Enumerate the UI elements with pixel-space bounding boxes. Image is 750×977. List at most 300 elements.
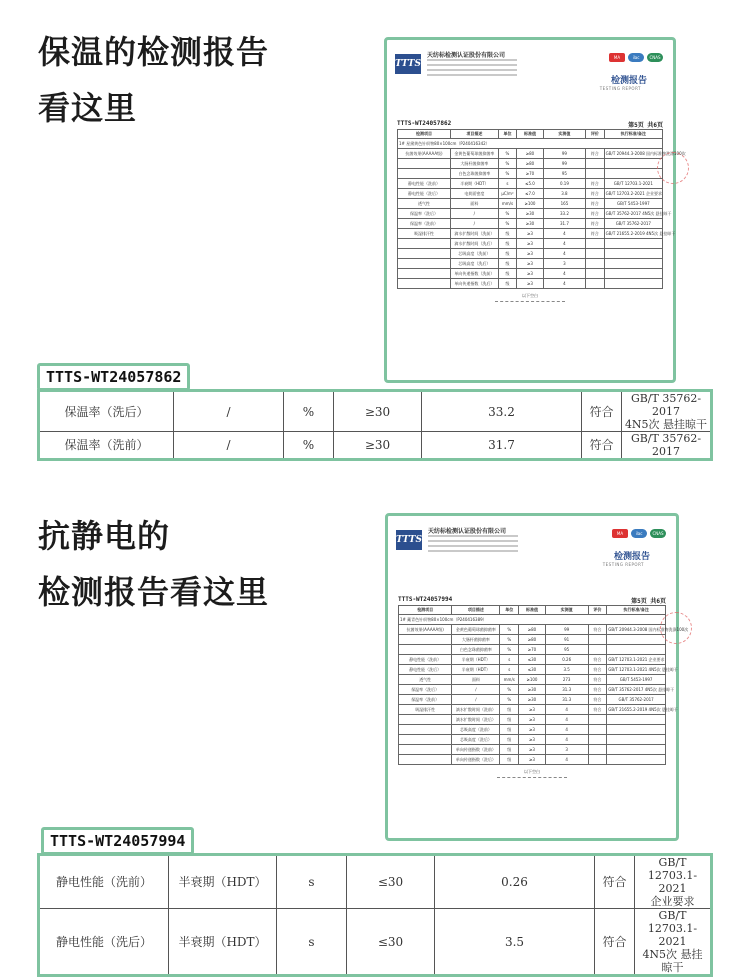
section-thermal	[0, 0, 750, 460]
report-cell: 白色念珠菌抑菌率	[452, 645, 500, 655]
report-row	[399, 705, 666, 715]
report-cell: 级	[500, 755, 519, 765]
report-cell	[588, 635, 607, 645]
report-cell: /	[452, 685, 500, 695]
report-row	[398, 259, 663, 269]
report-cell	[604, 269, 662, 279]
report-cell: ≥70	[519, 645, 546, 655]
cell-measured: 3.5	[435, 909, 595, 976]
report-cell: 3	[543, 259, 585, 269]
report-cell: 4	[545, 755, 588, 765]
report-cell: 单向传递指数（洗前）	[451, 269, 499, 279]
report-cell: 99	[543, 159, 585, 169]
report-row	[399, 685, 666, 695]
report-cell: 芯吸高度（洗前）	[452, 725, 500, 735]
report-subtitle: TESTING REPORT	[599, 86, 641, 91]
report-page: 第5页 共6页	[628, 122, 663, 129]
report-cell: ≥30	[517, 209, 544, 219]
result-table	[37, 853, 713, 977]
report-cell: 级	[500, 725, 519, 735]
report-cell: /	[452, 695, 500, 705]
report-cell: 符合	[588, 695, 607, 705]
report-row	[398, 219, 663, 229]
report-cell: ≥3	[519, 755, 546, 765]
report-cell: ≥3	[519, 705, 546, 715]
report-cell: GB/T 12703.1-2021	[604, 179, 662, 189]
report-cell: 单向传递指数（洗后）	[452, 755, 500, 765]
cell-item: 保温率（洗前）	[39, 432, 174, 460]
report-cell: ≥100	[517, 199, 544, 209]
report-row	[398, 249, 663, 259]
report-cell	[607, 755, 666, 765]
report-cell: 符合	[586, 199, 605, 209]
report-row	[399, 715, 666, 725]
report-cell: 4	[543, 229, 585, 239]
report-cell	[588, 755, 607, 765]
report-row	[398, 159, 663, 169]
report-cell: 符合	[588, 625, 607, 635]
report-cell	[586, 239, 605, 249]
report-cell: ≥3	[517, 249, 544, 259]
report-cell	[604, 169, 662, 179]
report-title: 检测报告	[610, 76, 647, 86]
report-cell: GB/T 35762-2017 4N5次 悬挂晾干	[607, 685, 666, 695]
report-cell: %	[498, 219, 517, 229]
report-cell	[588, 735, 607, 745]
report-col-header: 项目描述	[451, 130, 499, 139]
report-cell: mm/s	[498, 199, 517, 209]
report-cell: GB/T 35762-2017	[604, 219, 662, 229]
report-cell: 单向传递指数（洗前）	[452, 745, 500, 755]
report-sample-cell: 1# 星黛黄色针织物80×100cm（P240416342）	[398, 139, 663, 149]
report-cell: 级	[498, 229, 517, 239]
report-cell	[398, 249, 451, 259]
standard-line: 4N5次 悬挂晾干	[642, 948, 703, 974]
report-row	[399, 645, 666, 655]
standard-line: GB/T 12703.1-2021	[647, 856, 698, 895]
table-row	[39, 909, 712, 976]
report-row	[399, 655, 666, 665]
report-cell: 31.7	[543, 219, 585, 229]
report-cell: ≥3	[517, 229, 544, 239]
report-cell	[588, 725, 607, 735]
cell-unit: s	[277, 855, 347, 909]
report-cell: ≤5.0	[517, 179, 544, 189]
report-cell	[399, 645, 452, 655]
section-antistatic	[0, 460, 750, 974]
report-cell: 滴水扩散时间（洗前）	[452, 705, 500, 715]
report-cell: 符合	[588, 665, 607, 675]
report-cell: GB/T 12703.1-2021 企业要求	[607, 655, 666, 665]
report-cell	[399, 735, 452, 745]
report-table-header	[398, 130, 663, 139]
seal-stamp-icon	[657, 152, 689, 184]
standard-line: GB/T 35762-2017	[630, 392, 702, 418]
report-cell: 4	[543, 269, 585, 279]
cell-standard	[622, 432, 712, 460]
standard-line: GB/T 12703.1-2021	[647, 909, 698, 948]
report-sample-cell: 1# 藏青色针织物80×100cm（P240416389）	[399, 615, 666, 625]
report-row	[399, 625, 666, 635]
report-cell: 33.2	[543, 209, 585, 219]
report-cell	[586, 249, 605, 259]
report-meta	[398, 596, 666, 605]
report-cell: %	[498, 159, 517, 169]
ilac-badge-icon: ilac	[628, 53, 644, 62]
report-cell	[604, 279, 662, 289]
report-cell: /	[451, 209, 499, 219]
report-cell: 大肠杆菌抑菌率	[452, 635, 500, 645]
report-row	[398, 179, 663, 189]
org-name: 天纺标检测认证股份有限公司	[427, 52, 506, 59]
report-cell	[588, 715, 607, 725]
seal-stamp-icon	[660, 612, 692, 644]
report-cell: 级	[498, 279, 517, 289]
report-cell: GB/T 20944.3-2008 国内标准物洗涤100次	[604, 149, 662, 159]
report-cell: 保温率（洗后）	[399, 685, 452, 695]
cell-std-value: ≤30	[347, 855, 435, 909]
report-cell: %	[498, 169, 517, 179]
report-cell: s	[500, 665, 519, 675]
report-cell: 3.5	[545, 665, 588, 675]
report-cell	[399, 715, 452, 725]
report-cell: 0.26	[545, 655, 588, 665]
report-cell: ≥3	[517, 269, 544, 279]
report-cell	[398, 239, 451, 249]
report-sample-row	[399, 615, 666, 625]
report-cell: 符合	[588, 655, 607, 665]
report-table	[398, 605, 689, 765]
report-cell: 保温率（洗前）	[398, 219, 451, 229]
report-row	[398, 279, 663, 289]
report-cell: 面料	[452, 675, 500, 685]
report-number-label: TTTS-WT24057994	[41, 827, 194, 855]
heading-line: 保温的检测报告	[38, 33, 270, 71]
report-cell: 面料	[451, 199, 499, 209]
report-number: TTTS-WT24057994	[398, 596, 453, 603]
report-footer: 以下空白	[522, 293, 538, 298]
cell-standard	[635, 909, 712, 976]
report-cell: %	[500, 635, 519, 645]
report-col-header: 检测项目	[399, 606, 452, 615]
heading-line: 检测报告看这里	[38, 573, 270, 611]
report-cell	[586, 269, 605, 279]
report-cell: 符合	[588, 705, 607, 715]
report-cell: 半衰期（HDT）	[452, 665, 500, 675]
report-cell: ≥30	[519, 685, 546, 695]
report-cell: 电荷面密度	[451, 189, 499, 199]
report-row	[399, 675, 666, 685]
report-cell: ≥80	[519, 635, 546, 645]
report-sample-row	[398, 139, 663, 149]
report-cell: 符合	[586, 189, 605, 199]
cell-eval: 符合	[595, 855, 635, 909]
cell-eval: 符合	[595, 909, 635, 976]
report-cell	[398, 159, 451, 169]
report-cell: ≥3	[517, 279, 544, 289]
ttts-logo: TTTS	[396, 530, 422, 550]
report-row	[398, 209, 663, 219]
report-cell: GB/T 5453-1997	[607, 675, 666, 685]
report-cell: ≤30	[519, 665, 546, 675]
report-cell: 抗菌效果(AAAAA级)	[398, 149, 451, 159]
report-cell: 芯吸高度（洗后）	[452, 735, 500, 745]
report-number-label: TTTS-WT24057862	[37, 363, 190, 391]
report-cell: 符合	[586, 179, 605, 189]
report-cell: 31.3	[545, 695, 588, 705]
report-row	[398, 269, 663, 279]
report-cell	[604, 239, 662, 249]
report-cell	[607, 635, 666, 645]
report-row	[398, 169, 663, 179]
cell-item: 保温率（洗后）	[39, 391, 174, 432]
report-cell: 91	[545, 635, 588, 645]
report-row	[398, 239, 663, 249]
report-cell: 31.3	[545, 685, 588, 695]
report-cell: ≥30	[519, 695, 546, 705]
report-cell: 符合	[588, 675, 607, 685]
table-row	[39, 432, 712, 460]
report-cell: mm/s	[500, 675, 519, 685]
report-number: TTTS-WT24057862	[397, 120, 452, 127]
report-cell	[398, 269, 451, 279]
report-cell: ≥3	[519, 725, 546, 735]
report-footer-line	[497, 777, 567, 778]
ma-badge-icon: MA	[609, 53, 625, 62]
report-cell: ≥3	[519, 715, 546, 725]
report-cell	[586, 279, 605, 289]
report-row	[399, 755, 666, 765]
report-cell: GB/T 35762-2017	[607, 695, 666, 705]
report-cell: 符合	[586, 149, 605, 159]
report-image	[385, 513, 689, 841]
report-header	[387, 40, 673, 100]
report-cell: 单向传递指数（洗后）	[451, 279, 499, 289]
report-col-header: 单位	[498, 130, 517, 139]
report-cell: GB/T 12703.2-2021 企业要求	[604, 189, 662, 199]
report-row	[399, 635, 666, 645]
org-detail-lines	[427, 59, 517, 79]
report-cell: 级	[498, 269, 517, 279]
report-cell	[604, 159, 662, 169]
report-col-header: 单位	[500, 606, 519, 615]
report-footer-line	[495, 301, 565, 302]
report-page: 第5页 共6页	[631, 598, 666, 605]
report-cell: 4	[545, 725, 588, 735]
report-cell: ≥3	[519, 735, 546, 745]
report-cell: 3.8	[543, 189, 585, 199]
ilac-badge-icon: ilac	[631, 529, 647, 538]
report-cell	[398, 279, 451, 289]
report-row	[399, 745, 666, 755]
report-row	[398, 229, 663, 239]
report-cell: ≥70	[517, 169, 544, 179]
report-cell: 静电性能（洗前）	[399, 655, 452, 665]
report-cell: 95	[543, 169, 585, 179]
report-cell: ≤7.0	[517, 189, 544, 199]
report-image	[384, 37, 686, 383]
report-cell	[588, 745, 607, 755]
report-cell	[399, 725, 452, 735]
report-row	[399, 695, 666, 705]
table-row	[39, 855, 712, 909]
report-col-header: 标准值	[517, 130, 544, 139]
report-footer: 以下空白	[524, 769, 540, 774]
report-cell: 95	[545, 645, 588, 655]
report-cell: 0.19	[543, 179, 585, 189]
report-col-header: 执行标准/备注	[604, 130, 662, 139]
report-cell: 级	[498, 239, 517, 249]
report-cell: 级	[500, 705, 519, 715]
report-cell: 芯吸高度（洗后）	[451, 259, 499, 269]
report-cell: 4	[545, 705, 588, 715]
heading-line: 看这里	[38, 89, 138, 127]
cell-standard	[635, 855, 712, 909]
report-cell: 滴水扩散时间（洗前）	[451, 229, 499, 239]
report-cell: 165	[543, 199, 585, 209]
report-row	[398, 149, 663, 159]
report-cell	[399, 635, 452, 645]
section-heading	[38, 508, 269, 620]
report-row	[399, 665, 666, 675]
cert-badges	[612, 529, 666, 538]
report-col-header: 实测值	[543, 130, 585, 139]
cell-desc: 半衰期（HDT）	[169, 855, 277, 909]
report-cell: 滴水扩散时间（洗后）	[452, 715, 500, 725]
cell-measured: 33.2	[422, 391, 582, 432]
cell-desc: /	[174, 432, 284, 460]
ttts-logo: TTTS	[395, 54, 421, 74]
report-cell: ≥80	[517, 159, 544, 169]
report-cell: 级	[498, 249, 517, 259]
standard-line: 企业要求	[650, 895, 695, 908]
cell-unit: %	[284, 391, 334, 432]
report-cell	[398, 259, 451, 269]
result-table	[37, 389, 713, 461]
report-cell: 级	[500, 735, 519, 745]
report-row	[399, 725, 666, 735]
report-cell	[604, 259, 662, 269]
report-cell: 吸湿排汗性	[399, 705, 452, 715]
report-row	[398, 199, 663, 209]
report-cell	[607, 645, 666, 655]
report-cell: 静电性能（洗后）	[398, 189, 451, 199]
report-cell: %	[498, 149, 517, 159]
report-cell: 透气性	[398, 199, 451, 209]
report-col-header: 项目描述	[452, 606, 500, 615]
report-cell: μC/m²	[498, 189, 517, 199]
standard-line: GB/T 35762-2017	[630, 432, 702, 458]
report-cell: ≥80	[517, 149, 544, 159]
report-cell: 半衰期（HDT）	[452, 655, 500, 665]
report-cell	[604, 249, 662, 259]
report-cell: GB/T 21655.2-2019 4N5次 悬挂晾干	[607, 705, 666, 715]
report-cell: GB/T 21655.2-2019 4N5次 悬挂晾干	[604, 229, 662, 239]
report-cell: 半衰期（HDT）	[451, 179, 499, 189]
report-col-header: 评价	[586, 130, 605, 139]
report-cell: 吸湿排汗性	[398, 229, 451, 239]
report-cell: 4	[545, 715, 588, 725]
report-header	[388, 516, 676, 576]
report-cell: 99	[545, 625, 588, 635]
cell-std-value: ≥30	[334, 391, 422, 432]
report-cell: %	[500, 645, 519, 655]
report-subtitle: TESTING REPORT	[602, 562, 644, 567]
report-cell: 金黄色葡萄球菌抑菌率	[451, 149, 499, 159]
report-cell	[607, 715, 666, 725]
report-cell: ≥100	[519, 675, 546, 685]
report-row	[398, 189, 663, 199]
section-heading	[38, 24, 269, 136]
report-cell: s	[498, 179, 517, 189]
report-cell: 静电性能（洗后）	[399, 665, 452, 675]
report-cell: 4	[545, 735, 588, 745]
report-cell: 金黄色葡萄球菌抑菌率	[452, 625, 500, 635]
report-table-header	[399, 606, 666, 615]
org-name: 天纺标检测认证股份有限公司	[428, 528, 507, 535]
cell-eval: 符合	[582, 391, 622, 432]
report-cell: ≥3	[517, 259, 544, 269]
report-col-header: 检测项目	[398, 130, 451, 139]
report-cell: 滴水扩散时间（洗后）	[451, 239, 499, 249]
report-cell: 符合	[586, 229, 605, 239]
report-cell	[588, 645, 607, 655]
cert-badges	[609, 53, 663, 62]
cell-std-value: ≤30	[347, 909, 435, 976]
report-cell: 273	[545, 675, 588, 685]
ma-badge-icon: MA	[612, 529, 628, 538]
report-cell: 符合	[586, 209, 605, 219]
cell-desc: 半衰期（HDT）	[169, 909, 277, 976]
report-cell	[399, 745, 452, 755]
report-cell: 3	[545, 745, 588, 755]
report-col-header: 实测值	[545, 606, 588, 615]
report-cell: 99	[543, 149, 585, 159]
cell-standard	[622, 391, 712, 432]
report-cell: 级	[498, 259, 517, 269]
report-table	[397, 129, 686, 289]
report-col-header: 评价	[588, 606, 607, 615]
cell-std-value: ≥30	[334, 432, 422, 460]
report-cell: ≥3	[517, 239, 544, 249]
report-cell: %	[500, 685, 519, 695]
cell-measured: 0.26	[435, 855, 595, 909]
report-cell: 芯吸高度（洗前）	[451, 249, 499, 259]
table-row	[39, 391, 712, 432]
report-cell: %	[500, 625, 519, 635]
cell-unit: %	[284, 432, 334, 460]
heading-line: 抗静电的	[38, 517, 171, 555]
cell-eval: 符合	[582, 432, 622, 460]
report-cell: %	[498, 209, 517, 219]
report-cell: GB/T 12703.1-2021 4N5次 悬挂晾干	[607, 665, 666, 675]
report-row	[399, 735, 666, 745]
report-cell: /	[451, 219, 499, 229]
report-cell: ≥3	[519, 745, 546, 755]
report-cell: s	[500, 655, 519, 665]
report-cell: 符合	[586, 219, 605, 229]
cell-item: 静电性能（洗后）	[39, 909, 169, 976]
report-meta	[397, 120, 663, 129]
standard-line: 4N5次 悬挂晾干	[624, 418, 708, 431]
report-col-header: 执行标准/备注	[607, 606, 666, 615]
cnas-badge-icon: CNAS	[650, 529, 666, 538]
report-cell: ≥30	[517, 219, 544, 229]
report-cell	[586, 259, 605, 269]
report-cell: ≥80	[519, 625, 546, 635]
report-cell: 保温率（洗前）	[399, 695, 452, 705]
report-cell	[398, 169, 451, 179]
